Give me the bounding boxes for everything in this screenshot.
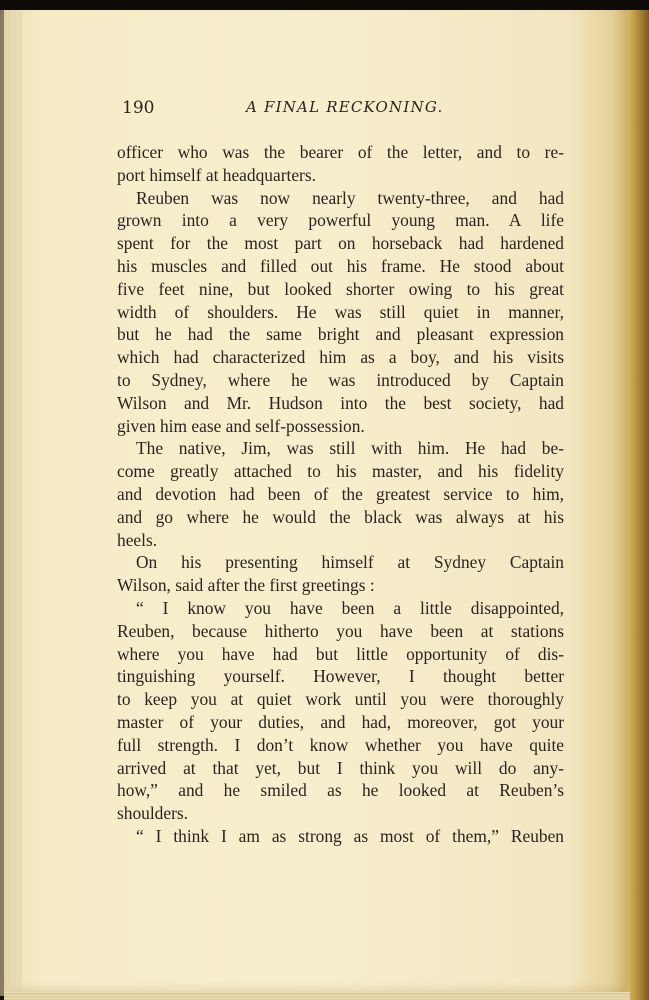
body-text <box>117 141 564 848</box>
text-line: where you have had but little opportunity of dis- <box>117 643 564 664</box>
text-line: tinguishing yourself. However, I thought better <box>117 666 564 687</box>
text-line: his muscles and filled out his frame. He stood about <box>117 255 564 276</box>
text-line: “ I know you have been a little disappointed, <box>136 597 564 618</box>
text-line: heels. <box>117 529 158 550</box>
text-line: to Sydney, where he was introduced by Captain <box>117 369 564 390</box>
text-line: grown into a very powerful young man. A life <box>117 210 564 231</box>
text-line: five feet nine, but looked shorter owing to his great <box>117 278 564 299</box>
text-line: officer who was the bearer of the letter, and to re- <box>117 142 564 162</box>
text-line: given him ease and self-possession. <box>117 415 365 436</box>
text-line: and go where he would the black was always at his <box>117 506 564 527</box>
text-line: On his presenting himself at Sydney Captain <box>136 552 564 573</box>
text-line: port himself at headquarters. <box>117 164 316 185</box>
text-line: arrived at that yet, but I think you will do any- <box>117 757 564 778</box>
page-number: 190 <box>122 98 155 118</box>
text-line: Reuben, because hitherto you have been at stations <box>117 620 564 641</box>
text-line: Reuben was now nearly twenty-three, and had <box>136 187 564 208</box>
text-line: come greatly attached to his master, and his fidelity <box>117 461 564 482</box>
text-line: spent for the most part on horseback had hardened <box>117 233 564 254</box>
running-head <box>122 98 562 122</box>
text-line: width of shoulders. He was still quiet in manner, <box>117 301 564 322</box>
text-line: Wilson and Mr. Hudson into the best society, had <box>117 392 564 413</box>
page-edges-bottom <box>4 992 630 1000</box>
text-line: shoulders. <box>117 803 189 824</box>
running-title: A FINAL RECKONING. <box>246 98 444 116</box>
text-line: and devotion had been of the greatest service to him, <box>117 483 564 504</box>
text-line: The native, Jim, was still with him. He had be- <box>136 438 564 459</box>
text-line: Wilson, said after the first greetings : <box>117 575 375 596</box>
text-line: “ I think I am as strong as most of them,” Reuben <box>136 825 564 846</box>
book-spine-edge <box>627 10 649 1000</box>
text-line: which had characterized him as a boy, and his visits <box>117 347 564 368</box>
text-line: master of your duties, and had, moreover, got your <box>117 711 564 732</box>
text-line: how,” and he smiled as he looked at Reuben’s <box>117 780 564 801</box>
page-edges-left <box>0 10 22 996</box>
text-line: to keep you at quiet work until you were thoroughly <box>117 689 564 710</box>
text-line: full strength. I don’t know whether you have quite <box>117 734 564 755</box>
text-line: but he had the same bright and pleasant expression <box>117 324 564 345</box>
